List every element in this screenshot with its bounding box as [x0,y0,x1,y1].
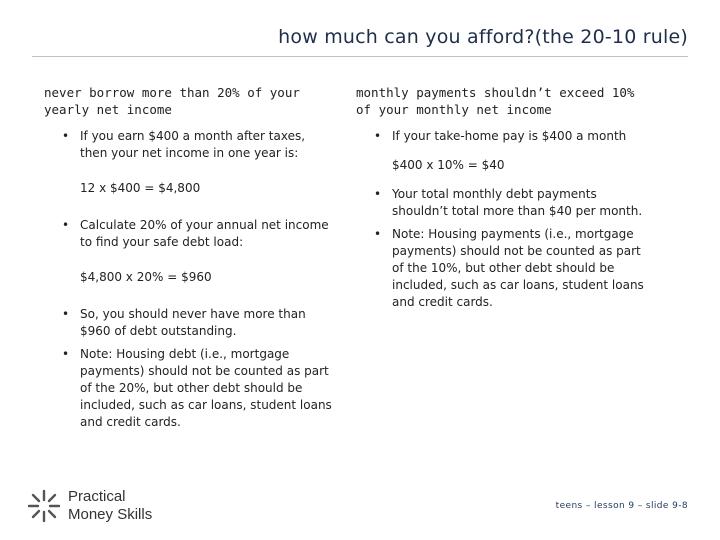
left-bullet-list [44,128,336,162]
logo-wordmark [68,488,152,524]
left-calc-2: $4,800 x 20% = $960 [80,270,212,284]
left-calc-1: 12 x $400 = $4,800 [80,181,201,195]
asterisk-burst-icon [26,488,62,524]
left-bullet-list-2 [44,217,336,251]
right-bullet-list-2 [356,186,656,311]
left-heading: never borrow more than 20% of your yearly net income [44,85,300,117]
right-calc-1: $400 x 10% = $40 [392,158,505,172]
right-column [356,84,656,317]
left-bullet-list-3 [44,306,336,431]
logo-line-1: Practical [68,488,126,505]
right-heading: monthly payments shouldn’t exceed 10% of your monthly net income [356,85,635,117]
left-bullet-1: • If you earn $400 a month after taxes, then your net income in one year is: [44,128,336,162]
right-bullet-2: • Your total monthly debt payments shouldn’t total more than $40 per month. [356,186,656,220]
left-bullet-4: • Note: Housing debt (i.e., mortgage payments) should not be counted as part of the 20%, but other debt should be included, such as car loans, student loans and credit cards. [44,346,336,431]
logo-line-2: Money Skills [68,506,153,523]
title-divider [32,56,688,57]
slide-number: teens – lesson 9 – slide 9-8 [555,501,688,511]
right-bullet-3: • Note: Housing payments (i.e., mortgage payments) should not be counted as part of the 10%, but other debt should be included, such as car loans, student loans and credit cards. [356,226,656,311]
left-bullet-3: • So, you should never have more than $960 of debt outstanding. [44,306,336,340]
slide-title: how much can you afford?(the 20-10 rule) [278,26,688,48]
right-bullet-list [356,128,656,145]
practical-money-skills-logo [26,486,152,526]
left-column [44,84,336,437]
left-bullet-2: • Calculate 20% of your annual net income to find your safe debt load: [44,217,336,251]
right-bullet-1: • If your take-home pay is $400 a month [356,128,656,145]
